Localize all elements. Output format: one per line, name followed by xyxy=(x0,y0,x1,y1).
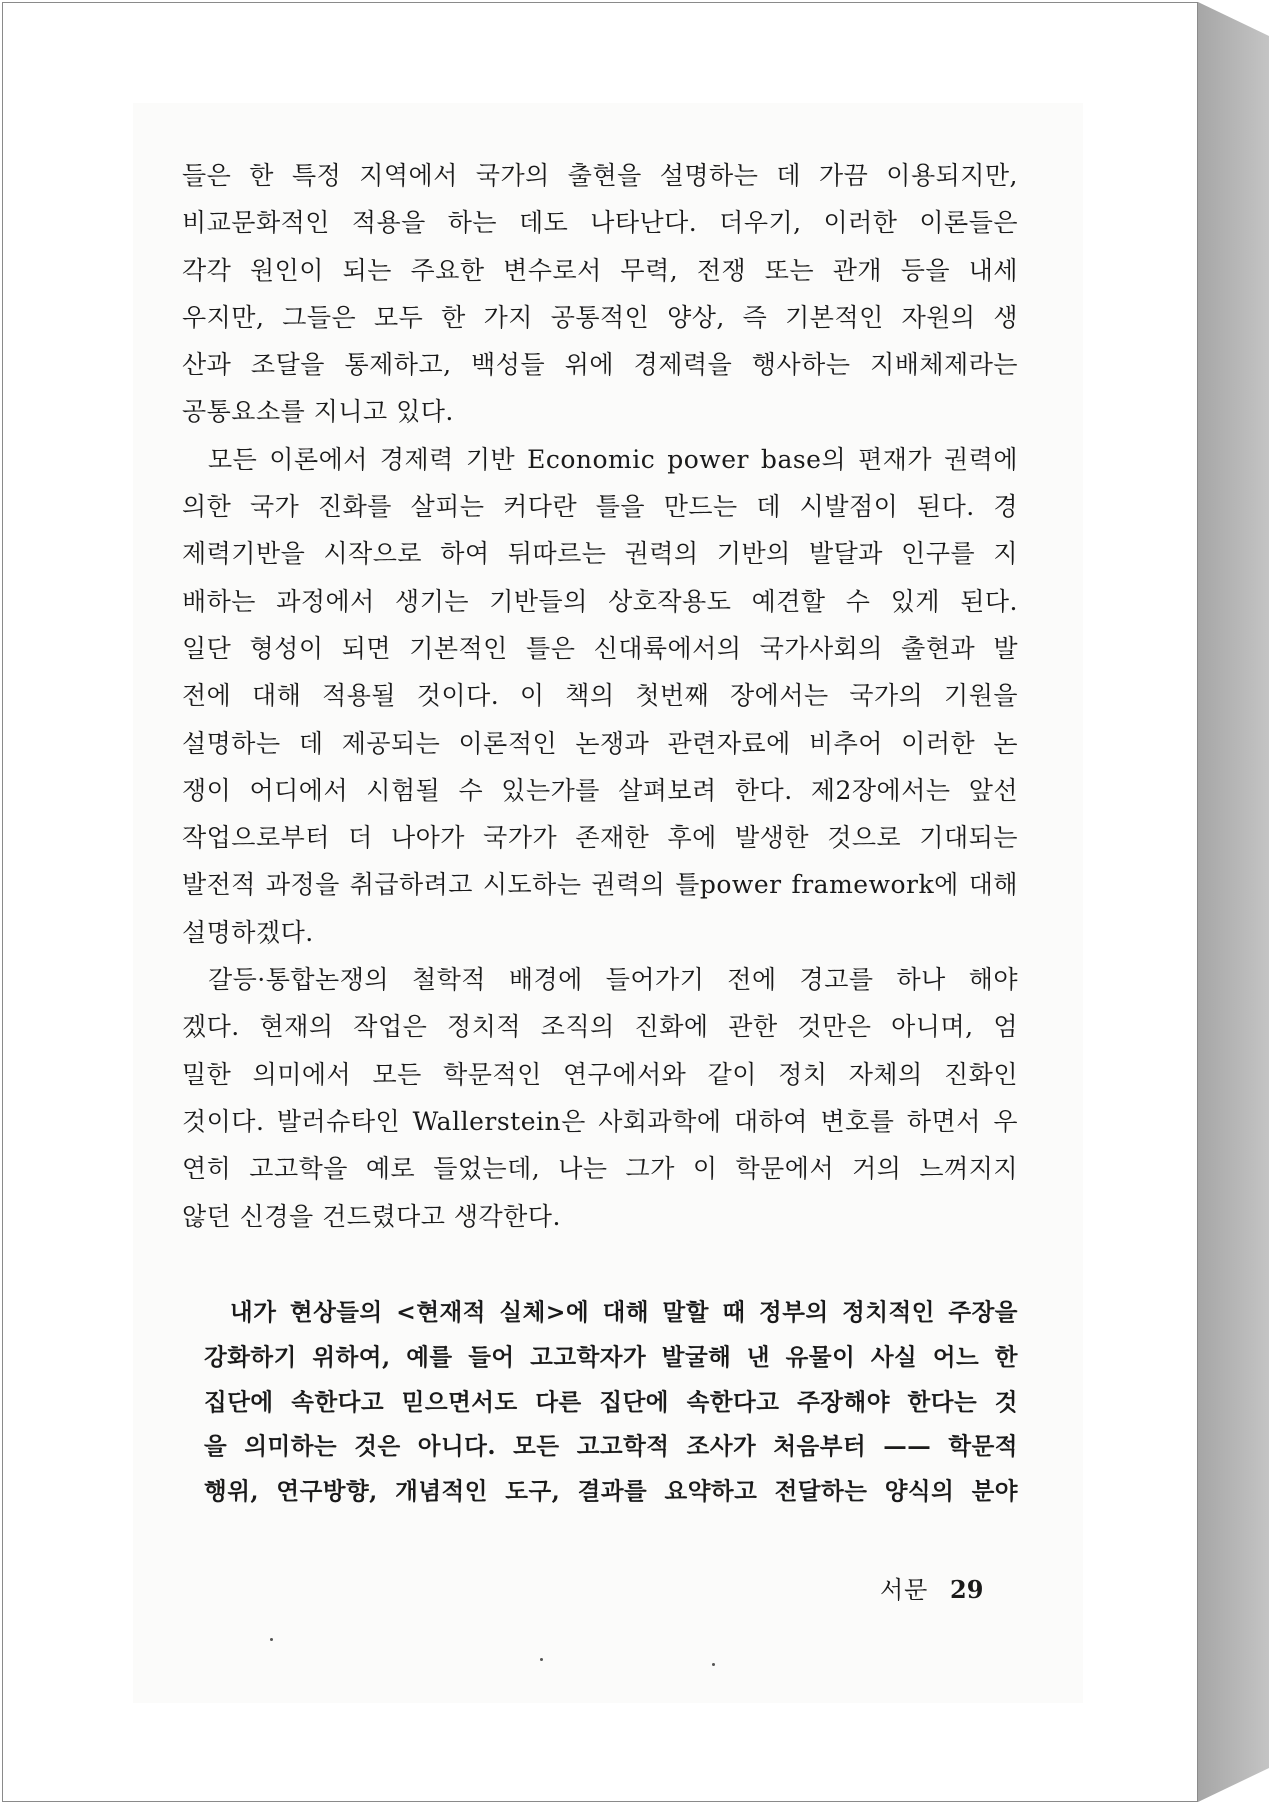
quote-line: 강화하기 위하여, 예를 들어 고고학자가 발굴해 낸 유물이 사실 어느 한 xyxy=(204,1342,1018,1371)
quote-line: 내가 현상들의 <현재적 실체>에 대해 말할 때 정부의 정치적인 주장을 xyxy=(230,1298,1018,1326)
body-line: 설명하는 데 제공되는 이론적인 논쟁과 관련자료에 비추어 이러한 논 xyxy=(182,728,1018,758)
body-line: 않던 신경을 건드렸다고 생각한다. xyxy=(182,1201,561,1231)
body-line: 쟁이 어디에서 시험될 수 있는가를 살펴보려 한다. 제2장에서는 앞선 xyxy=(182,775,1018,805)
body-line: 연히 고고학을 예로 들었는데, 나는 그가 이 학문에서 거의 느껴지지 xyxy=(182,1154,1018,1184)
page-footer xyxy=(880,1570,983,1605)
body-line: 갈등·통합논쟁의 철학적 배경에 들어가기 전에 경고를 하나 해야 xyxy=(208,965,1018,995)
body-line: 겠다. 현재의 작업은 정치적 조직의 진화에 관한 것만은 아니며, 엄 xyxy=(182,1012,1018,1042)
body-line: 각각 원인이 되는 주요한 변수로서 무력, 전쟁 또는 관개 등을 내세 xyxy=(182,255,1018,285)
quote-line: 집단에 속한다고 믿으면서도 다른 집단에 속한다고 주장해야 한다는 것 xyxy=(204,1387,1018,1416)
body-line: 의한 국가 진화를 살피는 커다란 틀을 만드는 데 시발점이 된다. 경 xyxy=(182,492,1018,522)
body-line: 전에 대해 적용될 것이다. 이 책의 첫번째 장에서는 국가의 기원을 xyxy=(182,681,1018,711)
body-line: 배하는 과정에서 생기는 기반들의 상호작용도 예견할 수 있게 된다. xyxy=(182,586,1018,616)
body-line: 산과 조달을 통제하고, 백성들 위에 경제력을 행사하는 지배체제라는 xyxy=(182,350,1018,380)
body-line: 밀한 의미에서 모든 학문적인 연구에서와 같이 정치 자체의 진화인 xyxy=(182,1059,1018,1089)
body-line: 일단 형성이 되면 기본적인 틀은 신대륙에서의 국가사회의 출현과 발 xyxy=(182,633,1018,663)
quote-line: 을 의미하는 것은 아니다. 모든 고고학적 조사가 처음부터 —— 학문적 xyxy=(204,1432,1018,1461)
body-line: 모든 이론에서 경제력 기반 Economic power base의 편재가 권력에 xyxy=(208,444,1018,474)
page-stack-edge xyxy=(1198,2,1269,1802)
body-line: 제력기반을 시작으로 하여 뒤따르는 권력의 기반의 발달과 인구를 지 xyxy=(182,539,1018,569)
scan-speck xyxy=(712,1663,715,1666)
section-title: 서문 xyxy=(880,1576,929,1604)
body-line: 들은 한 특정 지역에서 국가의 출현을 설명하는 데 가끔 이용되지만, xyxy=(182,161,1018,190)
quote-line: 행위, 연구방향, 개념적인 도구, 결과를 요약하고 전달하는 양식의 분야 xyxy=(204,1477,1018,1506)
body-line: 비교문화적인 적용을 하는 데도 나타난다. 더우기, 이러한 이론들은 xyxy=(182,208,1018,238)
scan-speck xyxy=(540,1658,543,1661)
body-text xyxy=(182,152,1018,1240)
scan-speck xyxy=(270,1638,273,1641)
body-line: 발전적 과정을 취급하려고 시도하는 권력의 틀power framework에 대해 xyxy=(182,870,1018,900)
body-line: 작업으로부터 더 나아가 국가가 존재한 후에 발생한 것으로 기대되는 xyxy=(182,823,1018,853)
block-quote xyxy=(204,1290,1018,1514)
page-number: 29 xyxy=(950,1575,984,1604)
body-line: 설명하겠다. xyxy=(182,917,314,947)
body-line: 우지만, 그들은 모두 한 가지 공통적인 양상, 즉 기본적인 자원의 생 xyxy=(182,302,1018,332)
body-line: 것이다. 발러슈타인 Wallerstein은 사회과학에 대하여 변호를 하면서 우 xyxy=(182,1106,1018,1136)
body-line: 공통요소를 지니고 있다. xyxy=(182,397,454,427)
